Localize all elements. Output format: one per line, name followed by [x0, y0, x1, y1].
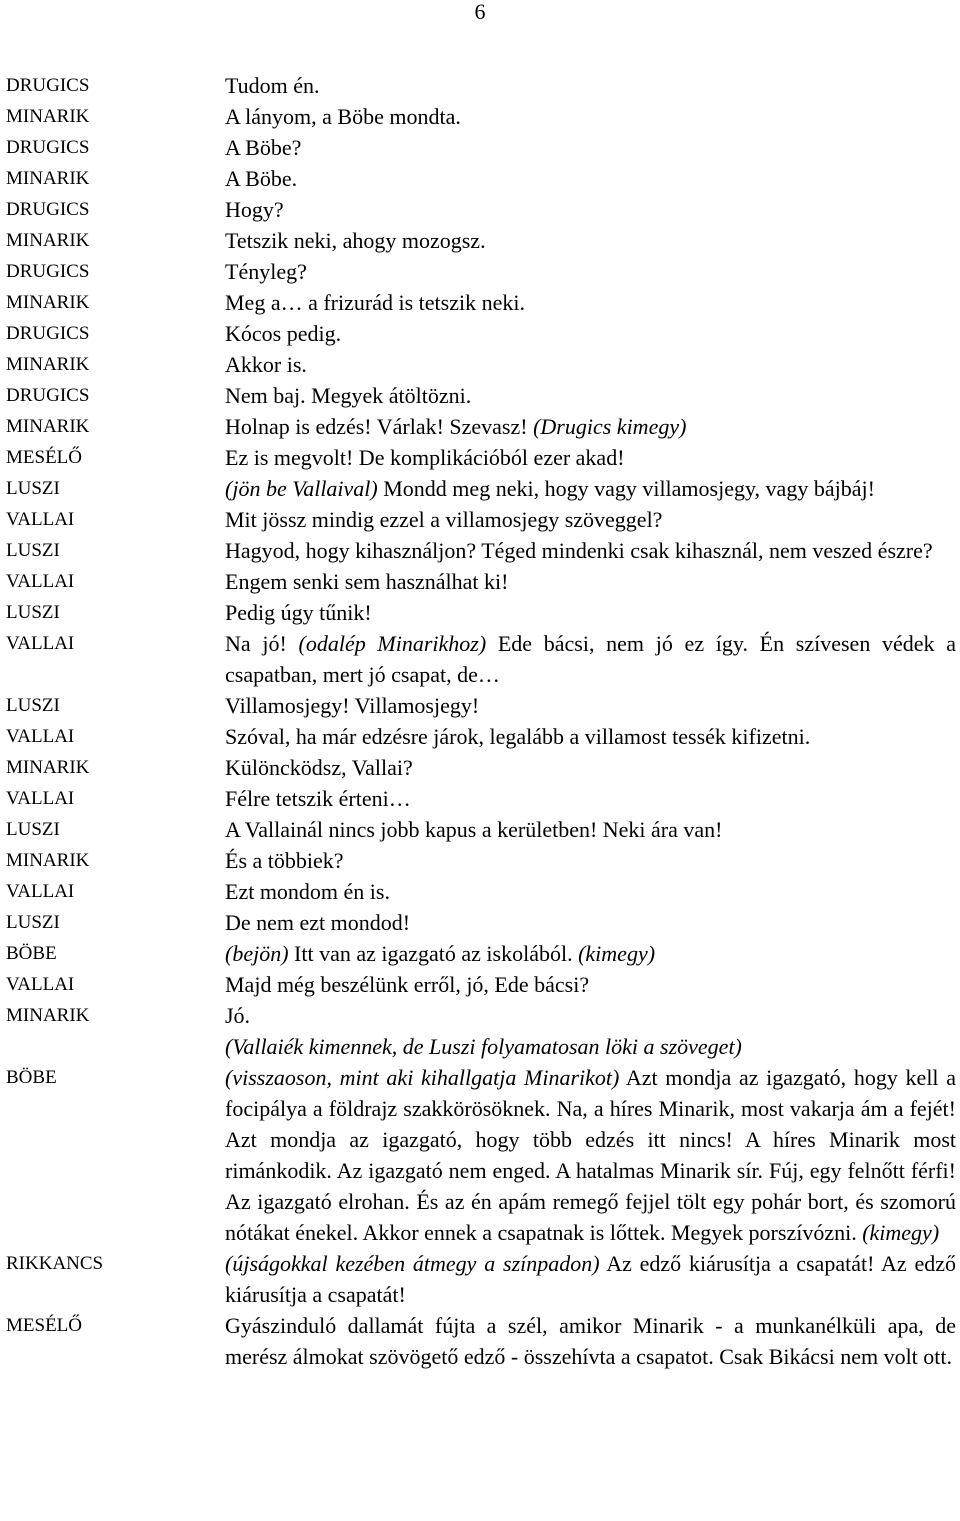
dialogue-line — [6, 442, 956, 473]
dialogue-text — [225, 690, 956, 721]
speaker-name: DRUGICS — [6, 137, 90, 158]
dialogue-text — [225, 721, 956, 752]
dialogue-text — [225, 814, 956, 845]
dialogue-line — [6, 1031, 956, 1062]
dialogue-text — [225, 318, 956, 349]
speaker-name: LUSZI — [6, 819, 60, 840]
dialogue-text — [225, 535, 956, 566]
dialogue-line — [6, 411, 956, 442]
script-body — [6, 70, 956, 1372]
dialogue-text — [225, 1000, 956, 1031]
dialogue-text — [225, 194, 956, 225]
dialogue-line — [6, 473, 956, 504]
speaker-name: LUSZI — [6, 695, 60, 716]
speaker-name: LUSZI — [6, 602, 60, 623]
dialogue-text — [225, 70, 956, 101]
dialogue-line — [6, 132, 956, 163]
dialogue-line — [6, 1310, 956, 1372]
spoken-text: Meg a… a frizurád is tetszik neki. — [225, 290, 525, 315]
spoken-text: Akkor is. — [225, 352, 307, 377]
spoken-text: Hagyod, hogy kihasználjon? Téged mindenki csak kihasznál, nem veszed észre? — [225, 538, 933, 563]
dialogue-text — [225, 411, 956, 442]
spoken-text: A Böbe. — [225, 166, 298, 191]
dialogue-line — [6, 783, 956, 814]
spoken-text: Tetszik neki, ahogy mozogsz. — [225, 228, 486, 253]
spoken-text: Hogy? — [225, 197, 284, 222]
speaker-name: VALLAI — [6, 726, 75, 747]
dialogue-line — [6, 845, 956, 876]
dialogue-text — [225, 504, 956, 535]
dialogue-text — [225, 349, 956, 380]
dialogue-text — [225, 783, 956, 814]
spoken-text: Kócos pedig. — [225, 321, 342, 346]
dialogue-text — [225, 752, 956, 783]
speaker-name: LUSZI — [6, 540, 60, 561]
spoken-text: Pedig úgy tűnik! — [225, 600, 372, 625]
dialogue-line — [6, 194, 956, 225]
dialogue-line — [6, 256, 956, 287]
speaker-name: MESÉLŐ — [6, 447, 82, 468]
stage-direction: (jön be Vallaival) — [225, 476, 378, 501]
stage-direction: (kimegy) — [578, 941, 656, 966]
speaker-name: RIKKANCS — [6, 1253, 104, 1274]
dialogue-line — [6, 287, 956, 318]
spoken-text: Mit jössz mindig ezzel a villamosjegy szöveggel? — [225, 507, 663, 532]
dialogue-text — [225, 380, 956, 411]
dialogue-line — [6, 535, 956, 566]
dialogue-line — [6, 628, 956, 690]
dialogue-text — [225, 1310, 956, 1372]
speaker-name: VALLAI — [6, 633, 75, 654]
dialogue-line — [6, 907, 956, 938]
spoken-text: De nem ezt mondod! — [225, 910, 411, 935]
dialogue-text — [225, 597, 956, 628]
dialogue-text — [225, 163, 956, 194]
spoken-text: Nem baj. Megyek átöltözni. — [225, 383, 472, 408]
dialogue-text — [225, 442, 956, 473]
dialogue-text — [225, 132, 956, 163]
spoken-text: Itt van az igazgató az iskolából. — [288, 941, 579, 966]
spoken-text: Engem senki sem használhat ki! — [225, 569, 509, 594]
dialogue-line — [6, 349, 956, 380]
dialogue-line — [6, 566, 956, 597]
speaker-name: MESÉLŐ — [6, 1315, 82, 1336]
speaker-name: MINARIK — [6, 416, 90, 437]
spoken-text: Különcködsz, Vallai? — [225, 755, 413, 780]
spoken-text: Azt mondja az igazgató, hogy kell a focipálya a földrajz szakkörösöknek. Na, a híres Minarik, most vakarja ám a fejét! Azt mondja az igazgató, hogy több edzés itt nincs! A híres Minarik most rimánkodik. Az igazgató nem enged. A hatalmas Minarik sír. Fúj, egy felnőtt férfi! Az igazgató elrohan. És az én apám remegő fejjel tölt egy pohár bort, és szomorú nótákat énekel. Akkor ennek a csapatnak is lőttek. Megyek porszívózni. — [225, 1065, 956, 1245]
speaker-name: DRUGICS — [6, 75, 90, 96]
spoken-text: Holnap is edzés! Várlak! Szevasz! — [225, 414, 534, 439]
dialogue-line — [6, 876, 956, 907]
spoken-text: Tényleg? — [225, 259, 307, 284]
spoken-text: Félre tetszik érteni… — [225, 786, 411, 811]
dialogue-text — [225, 101, 956, 132]
spoken-text: A Vallainál nincs jobb kapus a kerületben! Neki ára van! — [225, 817, 723, 842]
stage-direction: (Vallaiék kimennek, de Luszi folyamatosan löki a szöveget) — [225, 1034, 742, 1059]
dialogue-text — [225, 876, 956, 907]
speaker-name: MINARIK — [6, 1005, 90, 1026]
stage-direction: (kimegy) — [862, 1220, 940, 1245]
dialogue-text — [225, 473, 956, 504]
stage-direction: (visszaoson, mint aki kihallgatja Minarikot) — [225, 1065, 620, 1090]
stage-direction: (újságokkal kezében átmegy a színpadon) — [225, 1251, 600, 1276]
dialogue-line — [6, 504, 956, 535]
speaker-name: VALLAI — [6, 974, 75, 995]
speaker-name: MINARIK — [6, 168, 90, 189]
speaker-name: DRUGICS — [6, 199, 90, 220]
dialogue-line — [6, 597, 956, 628]
speaker-name: DRUGICS — [6, 323, 90, 344]
speaker-name: MINARIK — [6, 106, 90, 127]
spoken-text: Villamosjegy! Villamosjegy! — [225, 693, 480, 718]
dialogue-line — [6, 1248, 956, 1310]
dialogue-line — [6, 1062, 956, 1248]
speaker-name: VALLAI — [6, 571, 75, 592]
spoken-text: Ede bácsi, nem jó ez így. Én szívesen védek a csapatban, mert jó csapat, de… — [225, 631, 957, 687]
spoken-text: Gyászinduló dallamát fújta a szél, amikor Minarik - a munkanélküli apa, de merész álmokat szövögető edző - összehívta a csapatot. Csak Bikácsi nem volt ott. — [225, 1313, 956, 1369]
dialogue-text — [225, 1031, 956, 1062]
dialogue-text — [225, 845, 956, 876]
dialogue-line — [6, 318, 956, 349]
spoken-text: Az edző kiárusítja a csapatát! Az edző kiárusítja a csapatát! — [225, 1251, 956, 1307]
speaker-name: MINARIK — [6, 757, 90, 778]
dialogue-text — [225, 938, 956, 969]
dialogue-text — [225, 225, 956, 256]
dialogue-line — [6, 380, 956, 411]
dialogue-text — [225, 287, 956, 318]
stage-direction: (odalép Minarikhoz) — [298, 631, 487, 656]
dialogue-line — [6, 690, 956, 721]
page-number: 6 — [474, 0, 486, 24]
spoken-text: Majd még beszélünk erről, jó, Ede bácsi? — [225, 972, 590, 997]
spoken-text: Na jó! — [225, 631, 299, 656]
spoken-text: Ezt mondom én is. — [225, 879, 390, 904]
dialogue-line — [6, 814, 956, 845]
dialogue-line — [6, 721, 956, 752]
spoken-text: Szóval, ha már edzésre járok, legalább a villamost tessék kifizetni. — [225, 724, 811, 749]
spoken-text: Jó. — [225, 1003, 251, 1028]
dialogue-text — [225, 566, 956, 597]
speaker-name: VALLAI — [6, 881, 75, 902]
spoken-text: És a többiek? — [225, 848, 344, 873]
speaker-name: MINARIK — [6, 292, 90, 313]
dialogue-text — [225, 256, 956, 287]
speaker-name: LUSZI — [6, 912, 60, 933]
dialogue-text — [225, 1062, 956, 1248]
dialogue-text — [225, 969, 956, 1000]
dialogue-text — [225, 907, 956, 938]
dialogue-text — [225, 628, 956, 690]
spoken-text: A lányom, a Böbe mondta. — [225, 104, 461, 129]
dialogue-line — [6, 70, 956, 101]
dialogue-line — [6, 101, 956, 132]
spoken-text: Mondd meg neki, hogy vagy villamosjegy, vagy bájbáj! — [377, 476, 875, 501]
stage-direction: (bejön) — [225, 941, 289, 966]
dialogue-line — [6, 163, 956, 194]
speaker-name: VALLAI — [6, 509, 75, 530]
dialogue-line — [6, 225, 956, 256]
speaker-name: MINARIK — [6, 354, 90, 375]
speaker-name: MINARIK — [6, 850, 90, 871]
dialogue-text — [225, 1248, 956, 1310]
spoken-text: Ez is megvolt! De komplikációból ezer akad! — [225, 445, 625, 470]
spoken-text: A Böbe? — [225, 135, 302, 160]
dialogue-line — [6, 969, 956, 1000]
speaker-name: VALLAI — [6, 788, 75, 809]
dialogue-line — [6, 938, 956, 969]
spoken-text: Tudom én. — [225, 73, 320, 98]
dialogue-line — [6, 752, 956, 783]
speaker-name: DRUGICS — [6, 261, 90, 282]
speaker-name: BÖBE — [6, 1067, 57, 1088]
speaker-name: MINARIK — [6, 230, 90, 251]
speaker-name: LUSZI — [6, 478, 60, 499]
stage-direction: (Drugics kimegy) — [533, 414, 687, 439]
speaker-name: BÖBE — [6, 943, 57, 964]
speaker-name: DRUGICS — [6, 385, 90, 406]
dialogue-line — [6, 1000, 956, 1031]
